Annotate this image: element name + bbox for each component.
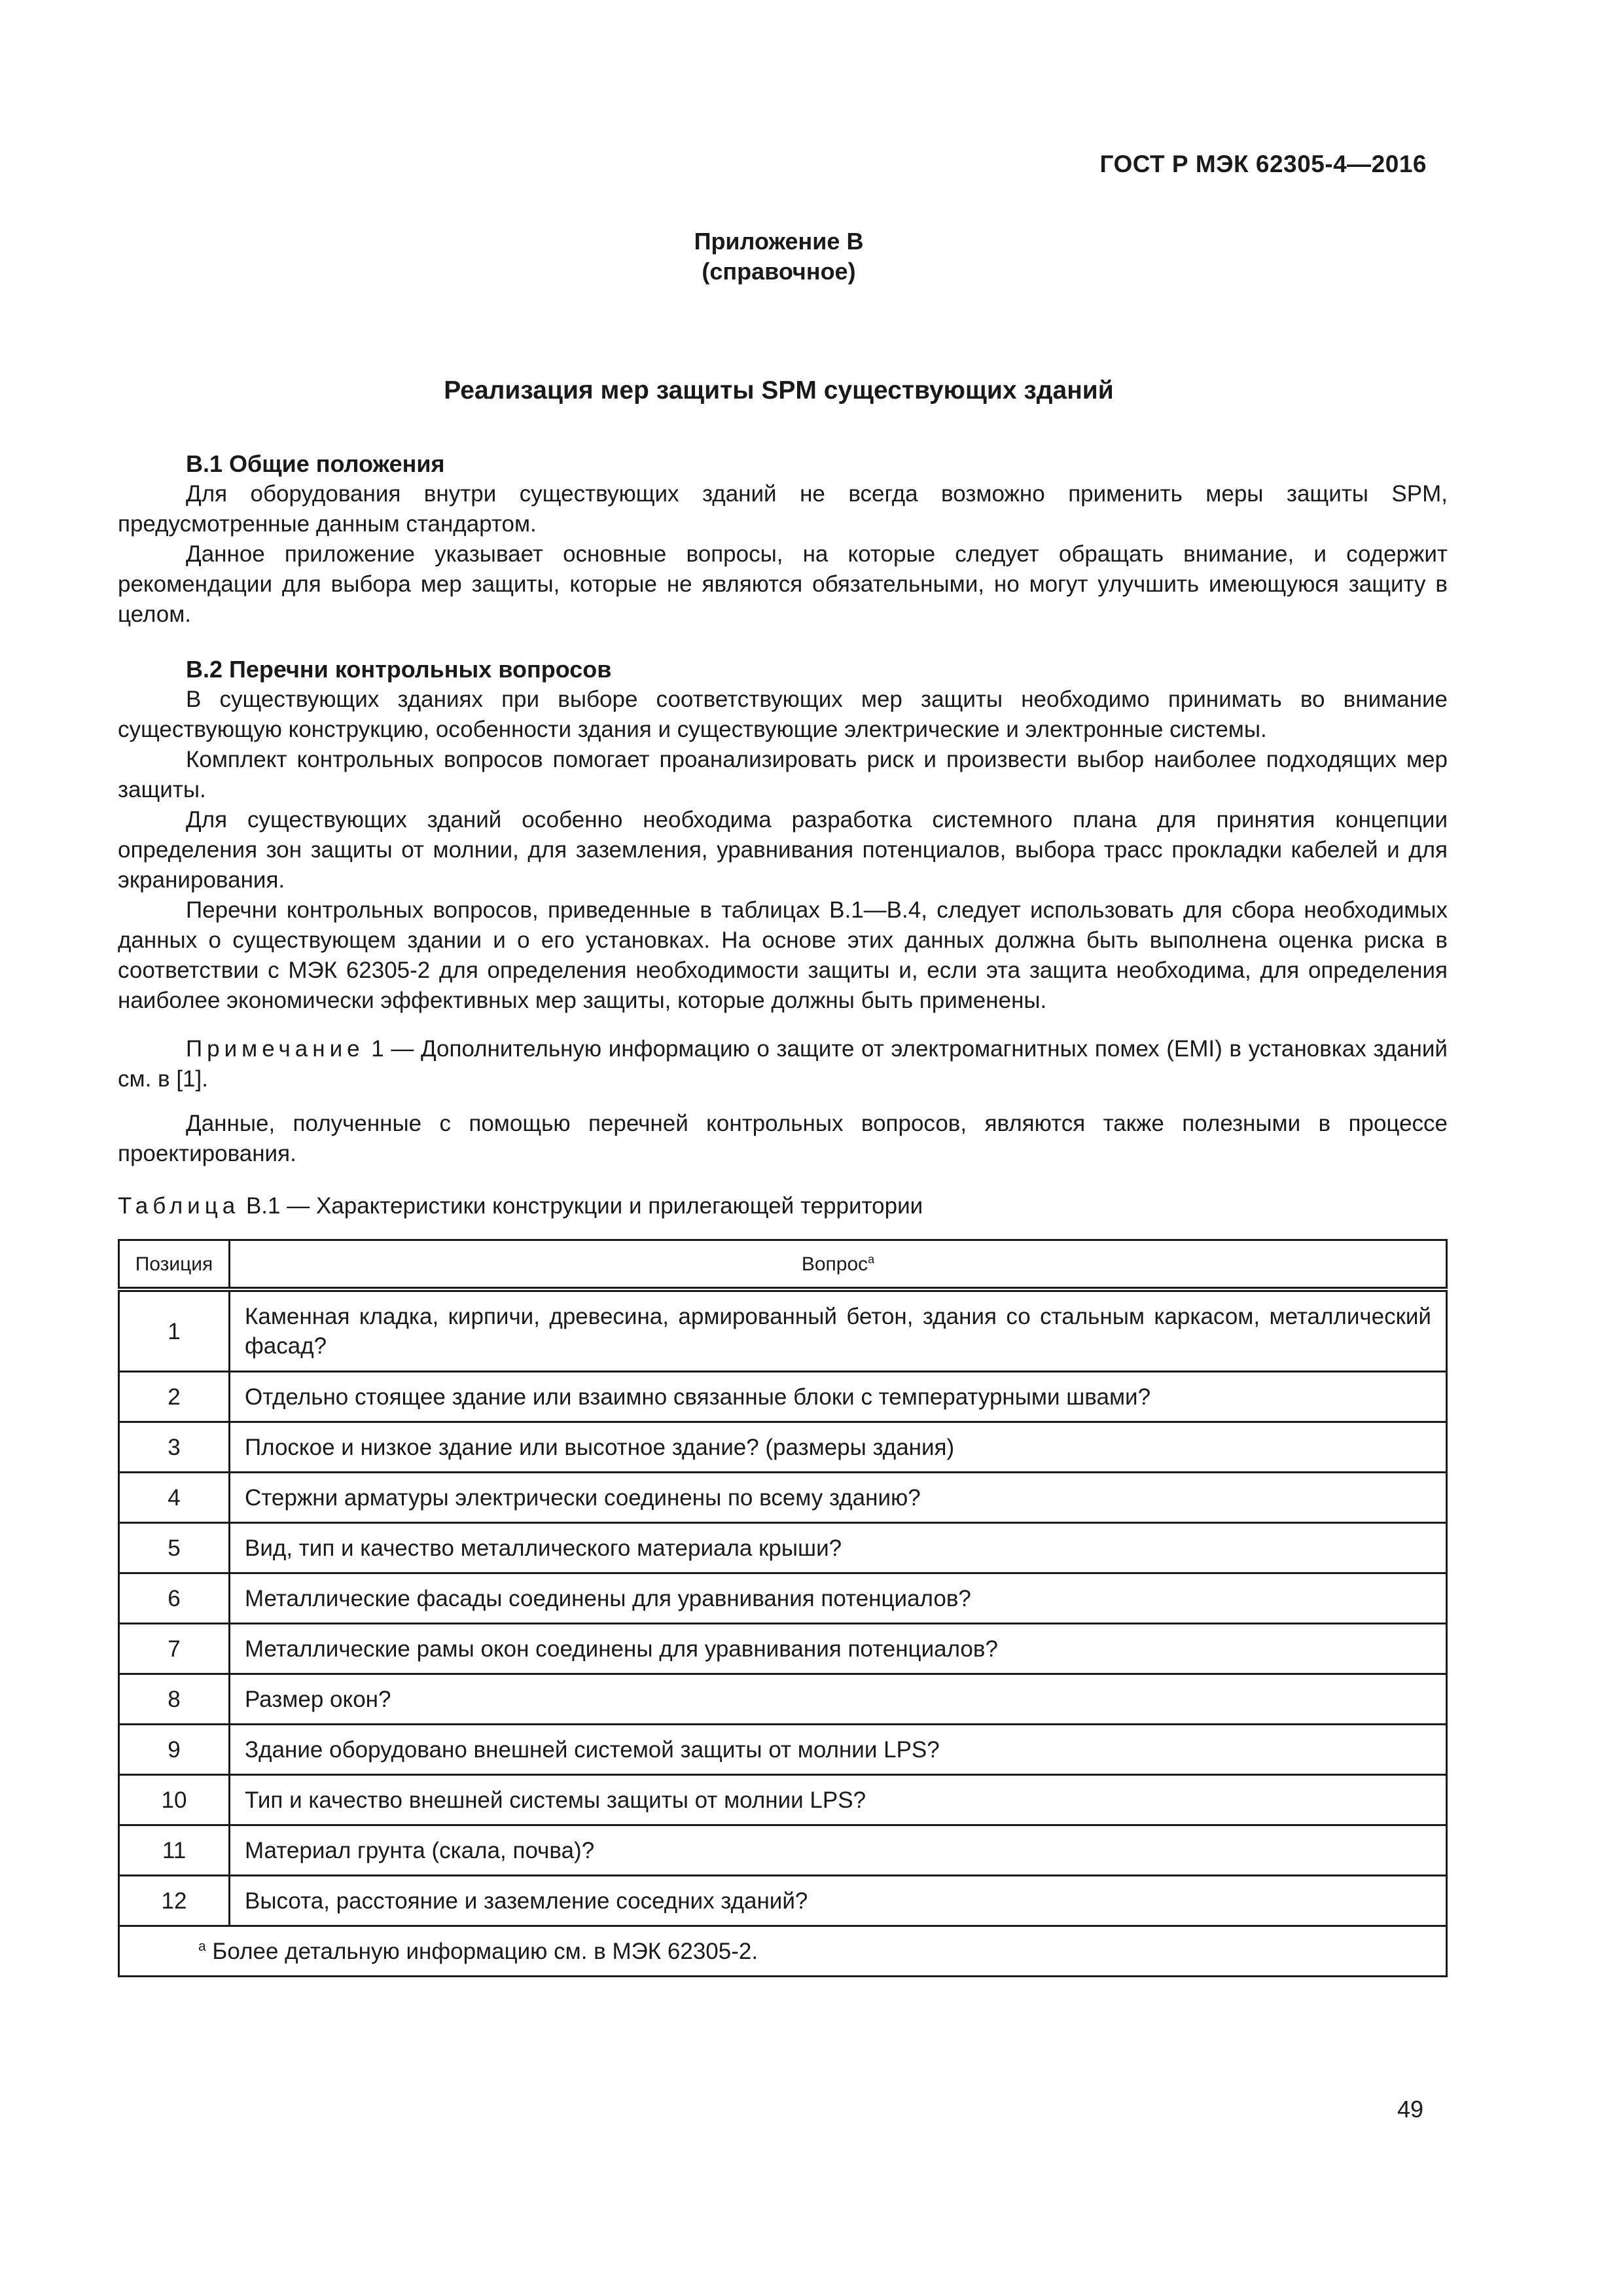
table-row <box>119 1876 1447 1926</box>
footnote-text: Более детальную информацию см. в МЭК 62305-2. <box>205 1938 758 1964</box>
note-paragraph <box>118 1034 1448 1094</box>
position-cell: 12 <box>119 1876 230 1926</box>
position-cell: 2 <box>119 1372 230 1422</box>
paragraph: Перечни контрольных вопросов, приведенные в таблицах В.1—В.4, следует использовать для сбора необходимых данных о существующем здании и о его установках. На основе этих данных должна быть выполнена оценка риска в соответствии с МЭК 62305-2 для определения необходимости защиты и, если эта защита необходима, для определения наиболее экономически эффективных мер защиты, которые должны быть применены. <box>118 897 1448 1013</box>
section-b1 <box>118 449 1448 630</box>
note-label: Примечание <box>186 1036 365 1062</box>
question-cell: Тип и качество внешней системы защиты от молнии LPS? <box>230 1775 1447 1825</box>
position-cell: 3 <box>119 1422 230 1473</box>
position-cell: 4 <box>119 1473 230 1523</box>
note-text: 1 — Дополнительную информацию о защите от электромагнитных помех (EMI) в установках зданий см. в [1]. <box>118 1036 1448 1092</box>
table-header-row <box>119 1240 1447 1290</box>
position-cell: 10 <box>119 1775 230 1825</box>
position-cell: 8 <box>119 1674 230 1725</box>
appendix-type: (справочное) <box>702 258 856 285</box>
table-row <box>119 1289 1447 1372</box>
table-row <box>119 1725 1447 1775</box>
table-row <box>119 1573 1447 1624</box>
paragraph: Для существующих зданий особенно необходима разработка системного плана для принятия концепции определения зон защиты от молнии, для заземления, уравнивания потенциалов, выбора трасс прокладки кабелей и для экранирования. <box>118 807 1448 893</box>
table-caption-text: В.1 — Характеристики конструкции и прилегающей территории <box>240 1193 923 1219</box>
table-row <box>119 1422 1447 1473</box>
page-number: 49 <box>1397 2096 1423 2123</box>
paragraph: Данные, полученные с помощью перечней контрольных вопросов, являются также полезными в процессе проектирования. <box>118 1111 1448 1166</box>
question-cell: Размер окон? <box>230 1674 1447 1725</box>
note <box>118 1034 1448 1094</box>
section-heading-b1: В.1 Общие положения <box>186 450 445 477</box>
paragraph: Для оборудования внутри существующих зданий не всегда возможно применить меры защиты SPM, предусмотренные данным стандартом. <box>118 481 1448 537</box>
question-cell: Плоское и низкое здание или высотное здание? (размеры здания) <box>230 1422 1447 1473</box>
checklist-table <box>118 1239 1448 1977</box>
standard-designation: ГОСТ Р МЭК 62305-4—2016 <box>1099 151 1427 177</box>
question-cell: Каменная кладка, кирпичи, древесина, армированный бетон, здания со стальным каркасом, металлический фасад? <box>230 1289 1447 1372</box>
position-cell: 9 <box>119 1725 230 1775</box>
footnote-mark: a <box>198 1938 206 1954</box>
table-row <box>119 1473 1447 1523</box>
position-cell: 7 <box>119 1624 230 1674</box>
question-cell: Отдельно стоящее здание или взаимно связанные блоки с температурными швами? <box>230 1372 1447 1422</box>
paragraph: В существующих зданиях при выборе соответствующих мер защиты необходимо принимать во внимание существующую конструкцию, особенности здания и существующие электрические и электронные системы. <box>118 687 1448 742</box>
table-row <box>119 1674 1447 1725</box>
table-footnote-row <box>119 1926 1447 1977</box>
section-b2 <box>118 655 1448 1016</box>
column-header-position: Позиция <box>119 1240 230 1290</box>
table-row <box>119 1825 1447 1876</box>
question-cell: Материал грунта (скала, почва)? <box>230 1825 1447 1876</box>
table-caption <box>118 1191 923 1221</box>
table-row <box>119 1775 1447 1825</box>
question-cell: Металлические фасады соединены для уравнивания потенциалов? <box>230 1573 1447 1624</box>
position-cell: 5 <box>119 1523 230 1573</box>
position-cell: 6 <box>119 1573 230 1624</box>
table-caption-label: Таблица <box>118 1193 240 1219</box>
question-cell: Вид, тип и качество металлического материала крыши? <box>230 1523 1447 1573</box>
paragraph: Данное приложение указывает основные вопросы, на которые следует обращать внимание, и содержит рекомендации для выбора мер защиты, которые не являются обязательными, но могут улучшить имеющуюся защиту в целом. <box>118 541 1448 627</box>
table-row <box>119 1523 1447 1573</box>
position-cell: 11 <box>119 1825 230 1876</box>
table-footnote <box>119 1926 1447 1977</box>
closing-paragraph <box>118 1109 1448 1169</box>
document-title: Реализация мер защиты SPM существующих зданий <box>444 376 1114 404</box>
table-row <box>119 1624 1447 1674</box>
question-cell: Стержни арматуры электрически соединены по всему зданию? <box>230 1473 1447 1523</box>
footnote-ref: a <box>868 1252 875 1266</box>
position-cell: 1 <box>119 1289 230 1372</box>
appendix-title: Приложение В <box>694 228 864 255</box>
question-header-text: Вопрос <box>801 1253 868 1275</box>
column-header-question <box>230 1240 1447 1290</box>
table-row <box>119 1372 1447 1422</box>
paragraph: Комплект контрольных вопросов помогает проанализировать риск и произвести выбор наиболее подходящих мер защиты. <box>118 747 1448 802</box>
section-heading-b2: В.2 Перечни контрольных вопросов <box>186 656 612 683</box>
question-cell: Металлические рамы окон соединены для уравнивания потенциалов? <box>230 1624 1447 1674</box>
question-cell: Высота, расстояние и заземление соседних зданий? <box>230 1876 1447 1926</box>
question-cell: Здание оборудовано внешней системой защиты от молнии LPS? <box>230 1725 1447 1775</box>
